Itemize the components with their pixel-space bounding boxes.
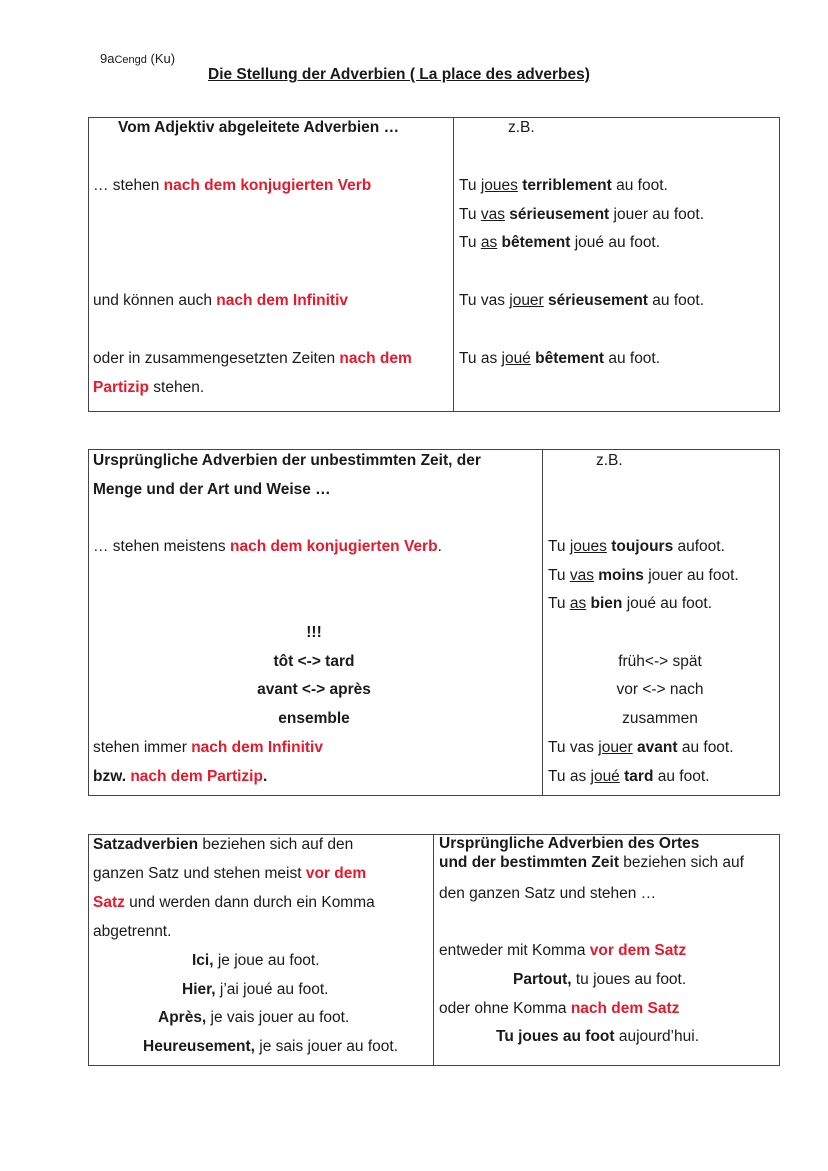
text: oder in zusammengesetzten Zeiten bbox=[93, 350, 340, 367]
ex-adverb: bêtement bbox=[535, 350, 605, 367]
ex-adverb: Ici, bbox=[192, 952, 214, 969]
ex-verb: vas bbox=[569, 567, 594, 584]
ex-rest: au foot. bbox=[653, 768, 710, 785]
ex-adverb: bêtement bbox=[501, 234, 571, 251]
ex-verb: joué bbox=[590, 768, 620, 785]
text: . bbox=[437, 538, 442, 555]
table1-example-1 bbox=[459, 176, 668, 196]
table2-heading-2: Menge und der Art und Weise … bbox=[93, 481, 331, 498]
table2-pair-3: ensemble bbox=[278, 710, 350, 727]
ex-verb: as bbox=[569, 595, 587, 612]
ex-rest: au foot. bbox=[604, 350, 661, 367]
highlight: nach dem Satz bbox=[570, 1000, 680, 1017]
ex-text: Tu bbox=[548, 567, 570, 584]
ex-rest: au foot. bbox=[611, 177, 668, 194]
ex-verb: jouer bbox=[598, 739, 633, 756]
table3-left-line-1 bbox=[93, 835, 353, 855]
text: oder ohne Komma bbox=[439, 1000, 571, 1017]
class-tag bbox=[100, 51, 175, 66]
table2-example-4 bbox=[548, 738, 734, 758]
text: stehen immer bbox=[93, 739, 192, 756]
highlight: nach dem Infinitiv bbox=[191, 739, 323, 756]
table2-rule-2 bbox=[93, 738, 323, 758]
text: … stehen bbox=[93, 177, 164, 194]
ex-rest: jouer au foot. bbox=[643, 567, 739, 584]
table1-heading: Vom Adjektiv abgeleitete Adverbien … bbox=[118, 119, 400, 136]
class-tag-c: (Ku) bbox=[146, 51, 176, 66]
table2-example-3 bbox=[548, 594, 712, 614]
table3-left-example-1 bbox=[192, 951, 320, 971]
ex-verb: vas bbox=[480, 206, 505, 223]
table-2-divider bbox=[542, 449, 543, 796]
ex-adverb: Hier, bbox=[182, 981, 216, 998]
text: beziehen sich auf den bbox=[198, 836, 354, 853]
table1-example-5 bbox=[459, 349, 660, 369]
text: . bbox=[262, 768, 268, 785]
ex-rest: joué au foot. bbox=[622, 595, 713, 612]
ex-adverb: sérieusement bbox=[509, 206, 610, 223]
table3-right-line-5 bbox=[439, 999, 679, 1019]
table2-de-3: zusammen bbox=[622, 710, 698, 727]
ex-verb: joues bbox=[480, 177, 518, 194]
table3-left-example-2 bbox=[182, 980, 329, 1000]
highlight: nach dem bbox=[339, 350, 412, 367]
highlight: Partizip bbox=[93, 379, 149, 396]
text: entweder mit Komma bbox=[439, 942, 590, 959]
ex-text: Tu vas bbox=[459, 292, 510, 309]
ex-adverb: moins bbox=[598, 567, 644, 584]
table3-left-line-2 bbox=[93, 864, 366, 884]
ex-rest: joué au foot. bbox=[570, 234, 661, 251]
highlight: nach dem Partizip bbox=[130, 768, 263, 785]
table3-right-line-1: Ursprüngliche Adverbien des Ortes bbox=[439, 835, 700, 852]
table2-alert: !!! bbox=[306, 624, 322, 641]
highlight: nach dem konjugierten Verb bbox=[229, 538, 438, 555]
table1-example-3 bbox=[459, 233, 660, 253]
ex-rest: aufoot. bbox=[673, 538, 725, 555]
table2-pair-2: avant <-> après bbox=[257, 681, 371, 698]
text: bzw. bbox=[93, 768, 131, 785]
ex-rest: je vais jouer au foot. bbox=[206, 1009, 350, 1026]
table1-example-2 bbox=[459, 205, 704, 225]
bold-term: und der bestimmten Zeit bbox=[439, 854, 619, 871]
table1-eg: z.B. bbox=[508, 119, 535, 136]
table3-left-example-3 bbox=[158, 1008, 349, 1028]
highlight: vor dem Satz bbox=[589, 942, 687, 959]
ex-adverb: toujours bbox=[611, 538, 674, 555]
table3-left-example-4 bbox=[143, 1037, 398, 1057]
text: und können auch bbox=[93, 292, 217, 309]
ex-rest: au foot. bbox=[647, 292, 704, 309]
table1-rule-3b bbox=[93, 378, 204, 398]
class-tag-b: Cengd bbox=[114, 54, 147, 66]
table2-de-1: früh<-> spät bbox=[618, 653, 702, 670]
ex-adverb: Heureusement, bbox=[143, 1038, 255, 1055]
ex-adverb: Partout, bbox=[513, 971, 572, 988]
ex-rest: aujourd’hui. bbox=[614, 1028, 699, 1045]
table-1-divider bbox=[453, 117, 454, 412]
ex-adverb: sérieusement bbox=[548, 292, 648, 309]
highlight: Satz bbox=[93, 894, 125, 911]
highlight: vor dem bbox=[305, 865, 367, 882]
table1-example-4 bbox=[459, 291, 704, 311]
table2-pair-1: tôt <-> tard bbox=[273, 653, 355, 670]
ex-rest: j’ai joué au foot. bbox=[215, 981, 329, 998]
text: ganzen Satz und stehen meist bbox=[93, 865, 306, 882]
table3-left-line-4: abgetrennt. bbox=[93, 923, 172, 940]
ex-rest: je sais jouer au foot. bbox=[254, 1038, 399, 1055]
ex-rest: tu joues au foot. bbox=[571, 971, 687, 988]
table3-right-line-2 bbox=[439, 853, 744, 873]
ex-adverb: tard bbox=[624, 768, 654, 785]
table2-eg: z.B. bbox=[596, 452, 623, 469]
ex-rest: je joue au foot. bbox=[213, 952, 320, 969]
ex-rest: au foot. bbox=[677, 739, 734, 756]
ex-verb: joué bbox=[501, 350, 531, 367]
ex-text: Tu bbox=[548, 538, 570, 555]
text: und werden dann durch ein Komma bbox=[124, 894, 375, 911]
table2-rule-1 bbox=[93, 537, 442, 557]
text: … stehen meistens bbox=[93, 538, 230, 555]
table1-rule-3 bbox=[93, 349, 412, 369]
table1-rule-1 bbox=[93, 176, 371, 196]
ex-verb: joues bbox=[569, 538, 607, 555]
ex-text: Tu bbox=[459, 206, 481, 223]
table3-right-example-2 bbox=[496, 1027, 699, 1047]
table2-example-1 bbox=[548, 537, 725, 557]
table2-example-5 bbox=[548, 767, 709, 787]
table3-right-line-3: den ganzen Satz und stehen … bbox=[439, 885, 657, 902]
highlight: nach dem Infinitiv bbox=[216, 292, 349, 309]
table2-rule-3 bbox=[93, 767, 267, 787]
text: stehen. bbox=[148, 379, 205, 396]
ex-text: Tu bbox=[459, 177, 481, 194]
ex-adverb: Après, bbox=[158, 1009, 207, 1026]
ex-adverb: avant bbox=[637, 739, 678, 756]
table3-right-example-1 bbox=[513, 970, 686, 990]
table-3-divider bbox=[433, 834, 434, 1066]
table3-right-line-4 bbox=[439, 941, 686, 961]
ex-adverb: terriblement bbox=[522, 177, 612, 194]
table2-heading-1: Ursprüngliche Adverbien der unbestimmten Zeit, der bbox=[93, 452, 481, 469]
page-title: Die Stellung der Adverbien ( La place des adverbes) bbox=[208, 66, 590, 83]
ex-text: Tu vas bbox=[548, 739, 599, 756]
ex-text: Tu as bbox=[459, 350, 502, 367]
ex-text: Tu bbox=[548, 595, 570, 612]
ex-verb: jouer bbox=[509, 292, 544, 309]
bold-term: Satzadverbien bbox=[93, 836, 199, 853]
ex-adverb: bien bbox=[590, 595, 623, 612]
ex-text: Tu as bbox=[548, 768, 591, 785]
text: beziehen sich auf bbox=[619, 854, 744, 871]
ex-text: Tu bbox=[459, 234, 481, 251]
table1-rule-2 bbox=[93, 291, 348, 311]
ex-rest: jouer au foot. bbox=[609, 206, 705, 223]
table2-example-2 bbox=[548, 566, 739, 586]
ex-verb: as bbox=[480, 234, 498, 251]
table2-de-2: vor <-> nach bbox=[616, 681, 704, 698]
class-tag-a: 9a bbox=[100, 51, 115, 66]
highlight: nach dem konjugierten Verb bbox=[163, 177, 372, 194]
ex-adverb: Tu joues au foot bbox=[496, 1028, 615, 1045]
table3-left-line-3 bbox=[93, 893, 375, 913]
